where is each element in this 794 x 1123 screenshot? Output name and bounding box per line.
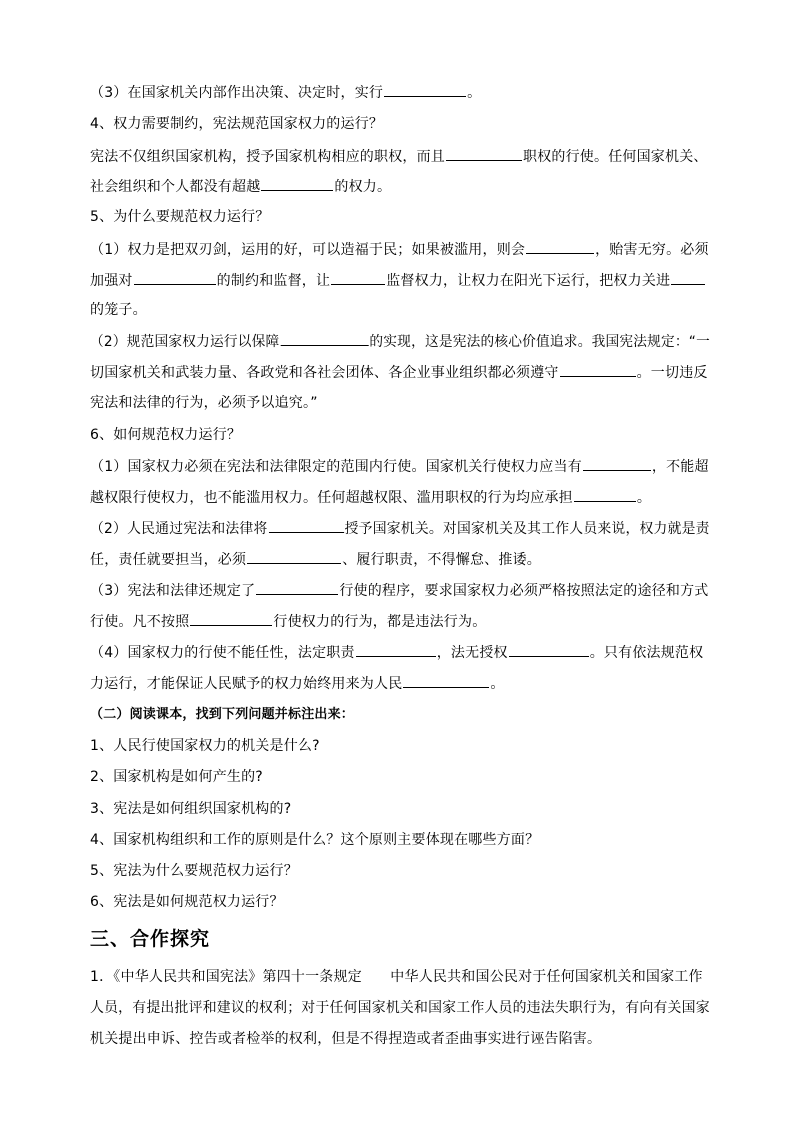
text: 、履行职责，不得懈怠、推诿。	[342, 552, 542, 568]
text-line	[90, 673, 710, 694]
question-heading	[90, 114, 710, 134]
text: （2）规范国家权力运行以保障	[90, 334, 280, 350]
text: （3）宪法和法律还规定了	[90, 583, 256, 599]
list-item	[90, 799, 710, 819]
text-line	[90, 176, 710, 197]
text: 人员，有提出批评和建议的权利；对于任何国家机关和国家工作人员的违法失职行为，有向有关国家	[90, 1000, 710, 1016]
text: 宪法和法律的行为，必须予以追究。”	[90, 395, 318, 411]
text: （4）国家权力的行使不能任性，法定职责	[90, 645, 355, 661]
list-item	[90, 861, 710, 881]
fill-blank[interactable]	[190, 611, 272, 626]
text: 4、国家机构组织和工作的原则是什么？这个原则主要体现在哪些方面？	[90, 832, 540, 848]
section-heading	[90, 926, 710, 952]
text: 加强对	[90, 273, 133, 289]
text-line	[90, 611, 710, 632]
fill-blank[interactable]	[331, 270, 385, 285]
text: （二）阅读课本，找到下列问题并标注出来：	[90, 707, 355, 722]
text: 行使的程序，要求国家权力必须严格按照法定的途径和方式	[339, 583, 709, 599]
fill-blank[interactable]	[384, 82, 466, 97]
text: ，贻害无穷。必须	[595, 242, 709, 258]
text-line	[90, 1029, 710, 1049]
text: 宪法不仅组织国家机构，授予国家机构相应的职权，而且	[90, 149, 445, 165]
text: ，不能超	[651, 459, 709, 475]
text-line	[90, 239, 710, 260]
text-line	[90, 456, 710, 477]
text-line	[90, 362, 710, 383]
text: ，法无授权	[436, 645, 508, 661]
text: 。一切违反	[636, 365, 708, 381]
list-item	[90, 736, 710, 756]
fill-blank[interactable]	[560, 362, 636, 377]
text: 力运行，才能保证人民赋予的权力始终用来为人民	[90, 676, 403, 692]
text-line	[90, 146, 710, 167]
text: （2）人民通过宪法和法律将	[90, 521, 268, 537]
text: 行使。凡不按照	[90, 614, 190, 630]
text-line	[90, 549, 710, 570]
text-line	[90, 642, 710, 663]
text: 越权限行使权力，也不能滥用权力。任何超越权限、滥用职权的行为均应承担	[90, 490, 573, 506]
text: 三、合作探究	[90, 928, 211, 950]
text: 切国家机关和武装力量、各政党和各社会团体、各企业事业组织都必须遵守	[90, 365, 559, 381]
fill-blank[interactable]	[574, 487, 636, 502]
fill-blank[interactable]	[261, 176, 333, 191]
list-item	[90, 892, 710, 912]
text: 机关提出申诉、控告或者检举的权利，但是不得捏造或者歪曲事实进行诬告陷害。	[90, 1031, 602, 1047]
fill-blank[interactable]	[509, 642, 589, 657]
text: 2、国家机构是如何产生的?	[90, 769, 263, 785]
fill-blank[interactable]	[403, 673, 489, 688]
section-subheading	[90, 705, 710, 725]
text-line	[90, 393, 710, 413]
fill-blank[interactable]	[268, 518, 343, 533]
list-item	[90, 830, 710, 850]
fill-blank[interactable]	[446, 146, 522, 161]
text-line	[90, 300, 710, 320]
text: 6、如何规范权力运行？	[90, 427, 242, 443]
text: 1、人民行使国家权力的机关是什么?	[90, 738, 320, 754]
text: 6、宪法是如何规范权力运行？	[90, 894, 284, 910]
text: 。只有依法规范权	[589, 645, 704, 661]
text: 1．《中华人民共和国宪法》第四十一条规定 中华人民共和国公民对于任何国家机关和国家工作	[90, 969, 703, 985]
text: （1）国家权力必须在宪法和法律限定的范围内行使。国家机关行使权力应当有	[90, 459, 582, 475]
text-line	[90, 82, 710, 103]
text: 。	[636, 490, 652, 506]
text: （1）权力是把双刃剑，运用的好，可以造福于民；如果被滥用，则会	[90, 242, 526, 258]
text-line	[90, 270, 710, 291]
text-line	[90, 580, 710, 601]
text-line	[90, 487, 710, 508]
text: 。	[490, 676, 505, 692]
text-line	[90, 518, 710, 539]
text: 授予国家机关。对国家机关及其工作人员来说，权力就是责	[344, 521, 710, 537]
text: （3）在国家机关内部作出决策、决定时，实行	[90, 85, 384, 101]
fill-blank[interactable]	[247, 549, 341, 564]
text: 的实现，这是宪法的核心价值追求。我国宪法规定：“一	[369, 334, 710, 350]
text: 行使权力的行为，都是违法行为。	[273, 614, 487, 630]
text: 4、权力需要制约，宪法规范国家权力的运行？	[90, 116, 384, 132]
text: 监督权力，让权力在阳光下运行，把权力关进	[386, 273, 671, 289]
text-line	[90, 998, 710, 1018]
fill-blank[interactable]	[280, 331, 368, 346]
text: 。	[467, 85, 482, 101]
fill-blank[interactable]	[134, 270, 216, 285]
text-line	[90, 967, 710, 987]
text-line	[90, 331, 710, 352]
question-heading	[90, 425, 710, 445]
text: 5、宪法为什么要规范权力运行？	[90, 863, 298, 879]
text: 5、为什么要规范权力运行？	[90, 209, 270, 225]
text: 的制约和监督，让	[216, 273, 331, 289]
text: 任，责任就要担当，必须	[90, 552, 247, 568]
text: 的笼子。	[90, 302, 147, 318]
fill-blank[interactable]	[583, 456, 651, 471]
fill-blank[interactable]	[526, 239, 594, 254]
text: 社会组织和个人都没有超越	[90, 179, 261, 195]
fill-blank[interactable]	[256, 580, 338, 595]
fill-blank[interactable]	[671, 270, 705, 285]
fill-blank[interactable]	[356, 642, 436, 657]
text: 职权的行使。任何国家机关、	[523, 149, 708, 165]
list-item	[90, 767, 710, 787]
text: 的权力。	[334, 179, 392, 195]
question-heading	[90, 207, 710, 227]
text: 3、宪法是如何组织国家机构的?	[90, 801, 292, 817]
